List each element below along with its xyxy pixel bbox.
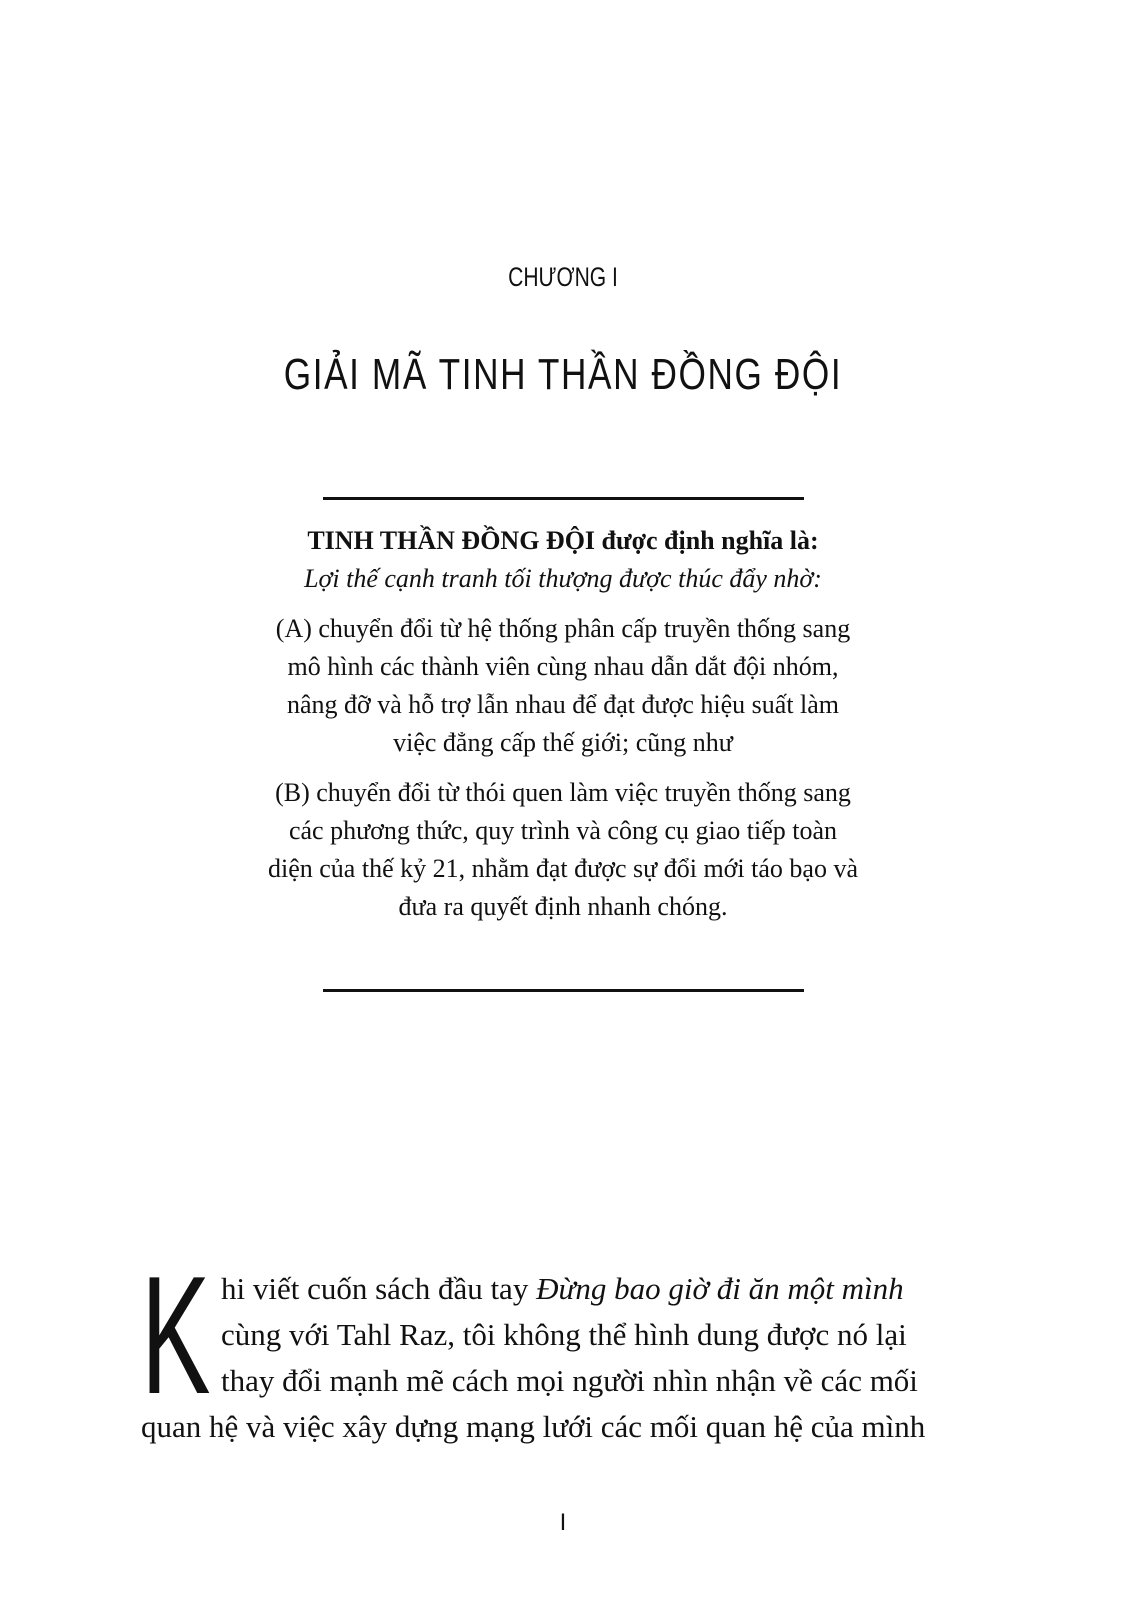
definition-b-line: (B) chuyển đổi từ thói quen làm việc truyền thống sang [275, 778, 851, 807]
body-line-2: cùng với Tahl Raz, tôi không thể hình dung được nó lại [221, 1317, 907, 1352]
definition-heading: TINH THẦN ĐỒNG ĐỘI được định nghĩa là: [307, 526, 819, 555]
body-line-4: quan hệ và việc xây dựng mạng lưới các mối quan hệ của mình [141, 1409, 926, 1444]
body-line-1 [141, 1266, 987, 1312]
body-line-3: thay đổi mạnh mẽ cách mọi người nhìn nhận về các mối [221, 1363, 918, 1398]
drop-cap: K [141, 1241, 211, 1429]
definition-b-line: đưa ra quyết định nhanh chóng. [398, 892, 728, 921]
body-paragraph [141, 1241, 987, 1450]
definition-a-line: (A) chuyển đổi từ hệ thống phân cấp truyền thống sang [275, 614, 851, 643]
definition-block [213, 522, 913, 926]
definition-a-line: nâng đỡ và hỗ trợ lẫn nhau để đạt được hiệu suất làm [286, 690, 840, 719]
definition-subheading: Lợi thế cạnh tranh tối thượng được thúc đẩy nhờ: [304, 564, 822, 593]
definition-b-line: các phương thức, quy trình và công cụ giao tiếp toàn [288, 816, 838, 845]
definition-a-line: mô hình các thành viên cùng nhau dẫn dắt đội nhóm, [287, 652, 839, 681]
definition-a-line: việc đẳng cấp thế giới; cũng như [393, 728, 733, 757]
chapter-label: CHƯƠNG I [508, 262, 618, 292]
definition-b-line: diện của thế kỷ 21, nhằm đạt được sự đổi mới táo bạo và [268, 854, 858, 883]
divider-top [323, 497, 804, 500]
body-line-1-text: hi viết cuốn sách đầu tay [221, 1271, 537, 1306]
definition-paragraph-a [213, 610, 913, 762]
definition-paragraph-b [213, 774, 913, 926]
page-number: I [559, 1509, 567, 1536]
book-title: Đừng bao giờ đi ăn một mình [536, 1271, 904, 1306]
chapter-title: GIẢI MÃ TINH THẦN ĐỒNG ĐỘI [283, 350, 843, 399]
divider-bottom [323, 989, 804, 992]
